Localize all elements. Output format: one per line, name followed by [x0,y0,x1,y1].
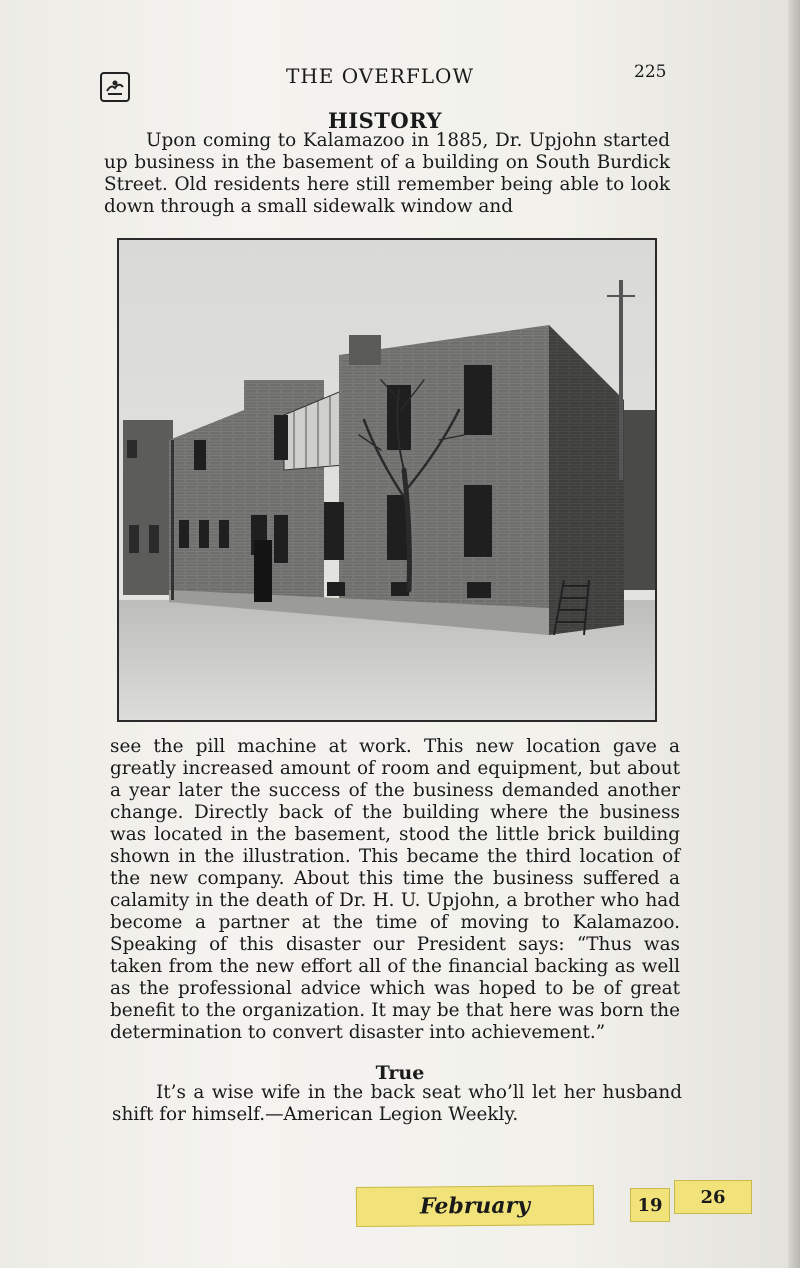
joke-heading: True [375,1062,425,1084]
page-edge [788,0,800,1268]
article-paragraph-top: Upon coming to Kalamazoo in 1885, Dr. Upjohn started up business in the basement of a building on South Burdick Street. Old residents here still remember being able to look down through a small sidewalk window and [104,130,670,217]
date-label-year-suffix: 26 [674,1180,752,1214]
article-paragraph-bottom: see the pill machine at work. This new location gave a greatly increased amount of room and equipment, but about a year later the success of the business demanded another change. Directly back of the building where the business was located in the basement, stood the little brick building shown in the illustration. This became the third location of the new company. About this time the business suffered a calamity in the death of Dr. H. U. Upjohn, a brother who had become a partner at the time of moving to Kalamazoo. Speaking of this disaster our President says: “Thus was taken from the new effort all of the financial backing as well as the professional advice which was hoped to be of great benefit to the organization. It may be that here was born the determination to convert disaster into achievement.” [110,736,680,1043]
month-text: February [419,1192,531,1220]
date-label-year-prefix: 19 [630,1188,670,1222]
page-number: 225 [634,62,667,82]
running-head: THE OVERFLOW [286,64,474,88]
date-label-month [356,1185,594,1227]
joke-text: It’s a wise wife in the back seat who’ll let her husband shift for himself.—American Legion Weekly. [112,1082,682,1125]
building-photograph [117,238,657,722]
book-emblem-icon [100,72,130,102]
section-heading: HISTORY [327,108,443,133]
